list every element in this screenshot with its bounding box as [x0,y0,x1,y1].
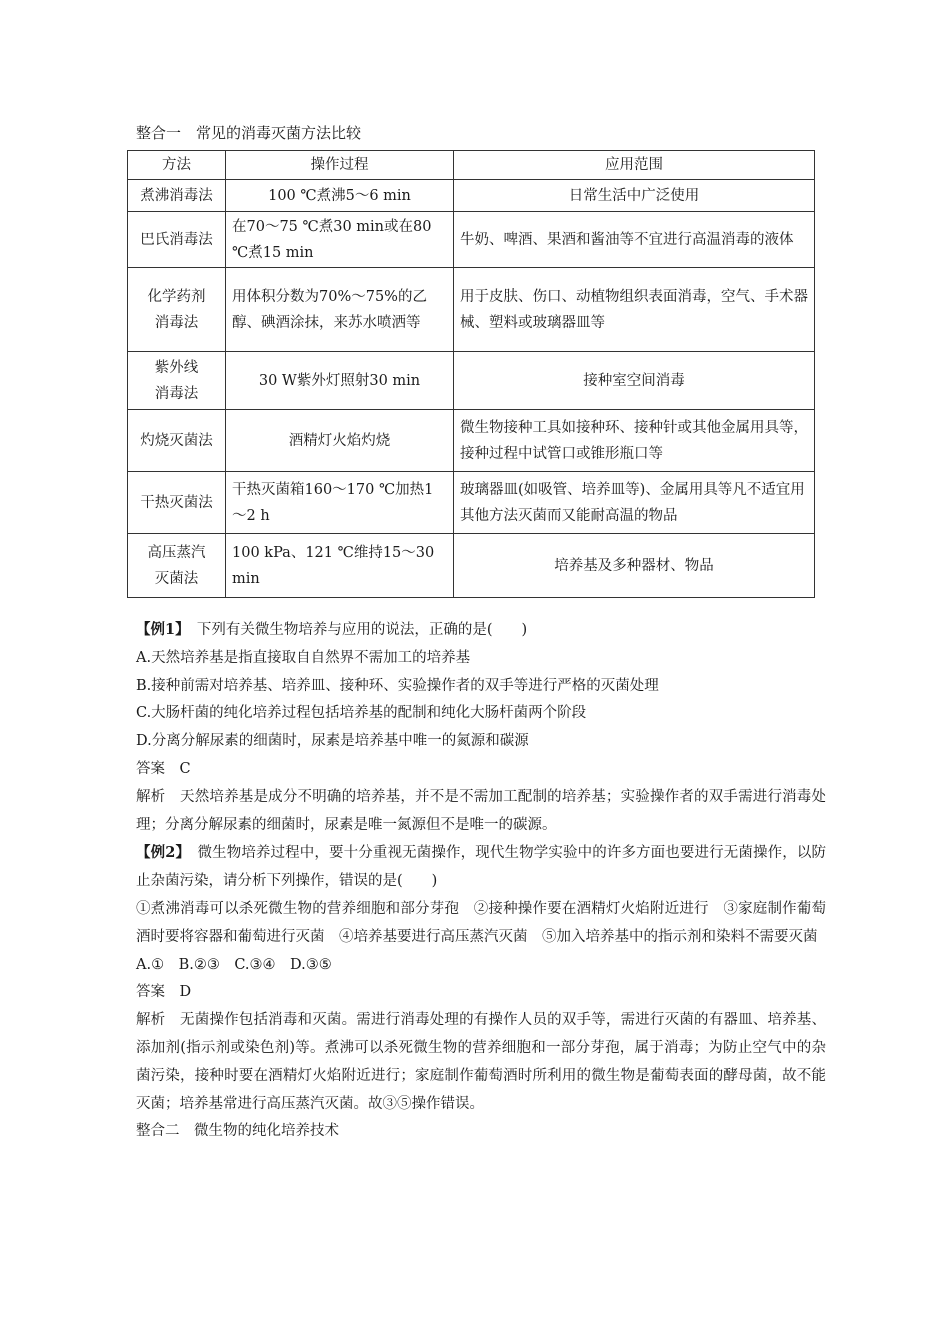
section2-heading: 整合二 微生物的纯化培养技术 [136,1123,339,1140]
process-cell: 100 ℃煮沸5～6 min [226,180,454,212]
example1-answer: 答案 C [136,760,191,777]
scope-cell: 微生物接种工具如接种环、接种针或其他金属用具等，接种过程中试管口或锥形瓶口等 [454,410,815,472]
scope-cell: 用于皮肤、伤口、动植物组织表面消毒，空气、手术器械、塑料或玻璃器皿等 [454,268,815,352]
table-row [128,472,815,534]
method-name-cell [128,534,226,598]
example1-question-line [136,616,826,645]
scope-cell: 牛奶、啤酒、果酒和酱油等不宜进行高温消毒的液体 [454,212,815,268]
example1-analysis: 解析 天然培养基是成分不明确的培养基，并不是不需加工配制的培养基；实验操作者的双手需进行消毒处理；分离分解尿素的细菌时，尿素是唯一氮源但不是唯一的碳源。 [136,788,826,833]
example1-question: 下列有关微生物培养与应用的说法，正确的是( ) [196,622,528,638]
method-name-cell [128,410,226,472]
method-name-line: 干热灭菌法 [140,494,213,511]
method-name-line: 巴氏消毒法 [140,231,213,248]
process-cell: 30 W紫外灯照射30 min [226,352,454,410]
method-name-line: 消毒法 [154,314,199,331]
process-cell: 在70～75 ℃煮30 min或在80 ℃煮15 min [226,212,454,268]
method-name-line: 煮沸消毒法 [140,187,213,204]
method-name-line: 消毒法 [154,385,199,402]
table-header-row [128,151,815,180]
method-name-line: 化学药剂 [147,288,206,305]
example2-analysis: 解析 无菌操作包括消毒和灭菌。需进行消毒处理的有操作人员的双手等，需进行灭菌的有器皿、培养基、添加剂(指示剂或染色剂)等。煮沸可以杀死微生物的营养细胞和一部分芽孢，属于消毒；为防止空气中的杂菌污染，接种时要在酒精灯火焰附近进行；家庭制作葡萄酒时所利用的微生物是葡萄表面的酵母菌，故不能灭菌；培养基常进行高压蒸汽灭菌。故③⑤操作错误。 [136,1012,826,1112]
method-name-line: 紫外线 [154,359,199,376]
scope-cell: 接种室空间消毒 [454,352,815,410]
method-name-cell [128,268,226,352]
method-name-cell [128,180,226,212]
example2-items: ①煮沸消毒可以杀死微生物的营养细胞和部分芽孢 ②接种操作要在酒精灯火焰附近进行 ③家庭制作葡萄酒时要将容器和葡萄进行灭菌 ④培养基要进行高压蒸汽灭菌 ⑤加入培养基中的指示剂和染料不需要灭菌 [136,900,826,945]
process-cell: 干热灭菌箱160～170 ℃加热1～2 h [226,472,454,534]
table-row [128,410,815,472]
process-cell: 用体积分数为70%～75%的乙醇、碘酒涂抹，来苏水喷洒等 [226,268,454,352]
section1-heading: 整合一 常见的消毒灭菌方法比较 [136,124,362,142]
scope-cell: 日常生活中广泛使用 [454,180,815,212]
example2-answer: 答案 D [136,984,192,1001]
example2 [136,839,826,1118]
process-cell: 100 kPa、121 ℃维持15～30 min [226,534,454,598]
method-name-cell [128,212,226,268]
header-method: 方法 [128,151,226,180]
method-name-cell [128,352,226,410]
scope-cell: 玻璃器皿(如吸管、培养皿等)、金属用具等凡不适宜用其他方法灭菌而又能耐高温的物品 [454,472,815,534]
example1-option-b: B.接种前需对培养基、培养皿、接种环、实验操作者的双手等进行严格的灭菌处理 [136,677,659,694]
method-name-line: 高压蒸汽 [147,544,206,561]
method-name-cell [128,472,226,534]
method-name-line: 灭菌法 [154,570,199,587]
table-row [128,268,815,352]
example1-option-d: D.分离分解尿素的细菌时，尿素是培养基中唯一的氮源和碳源 [136,733,529,750]
table-row [128,180,815,212]
header-process: 操作过程 [226,151,454,180]
example1 [136,616,826,839]
document-page [136,120,826,1146]
example1-option-a: A.天然培养基是指直接取自自然界不需加工的培养基 [136,649,471,666]
scope-cell: 培养基及多种器材、物品 [454,534,815,598]
method-name-line: 灼烧灭菌法 [140,432,213,449]
table-row [128,212,815,268]
example2-question-line [136,839,826,896]
table-row [128,352,815,410]
table-row [128,534,815,598]
example1-option-c: C.大肠杆菌的纯化培养过程包括培养基的配制和纯化大肠杆菌两个阶段 [136,705,587,722]
process-cell: 酒精灯火焰灼烧 [226,410,454,472]
header-scope: 应用范围 [454,151,815,180]
example2-question: 微生物培养过程中，要十分重视无菌操作，现代生物学实验中的许多方面也要进行无菌操作，以防止杂菌污染，请分析下列操作，错误的是( ) [136,845,827,890]
example2-options: A.① B.②③ C.③④ D.③⑤ [136,956,332,973]
sterilization-methods-table [127,150,815,598]
example1-label: 【例1】 [136,621,183,638]
example2-label: 【例2】 [136,844,183,862]
